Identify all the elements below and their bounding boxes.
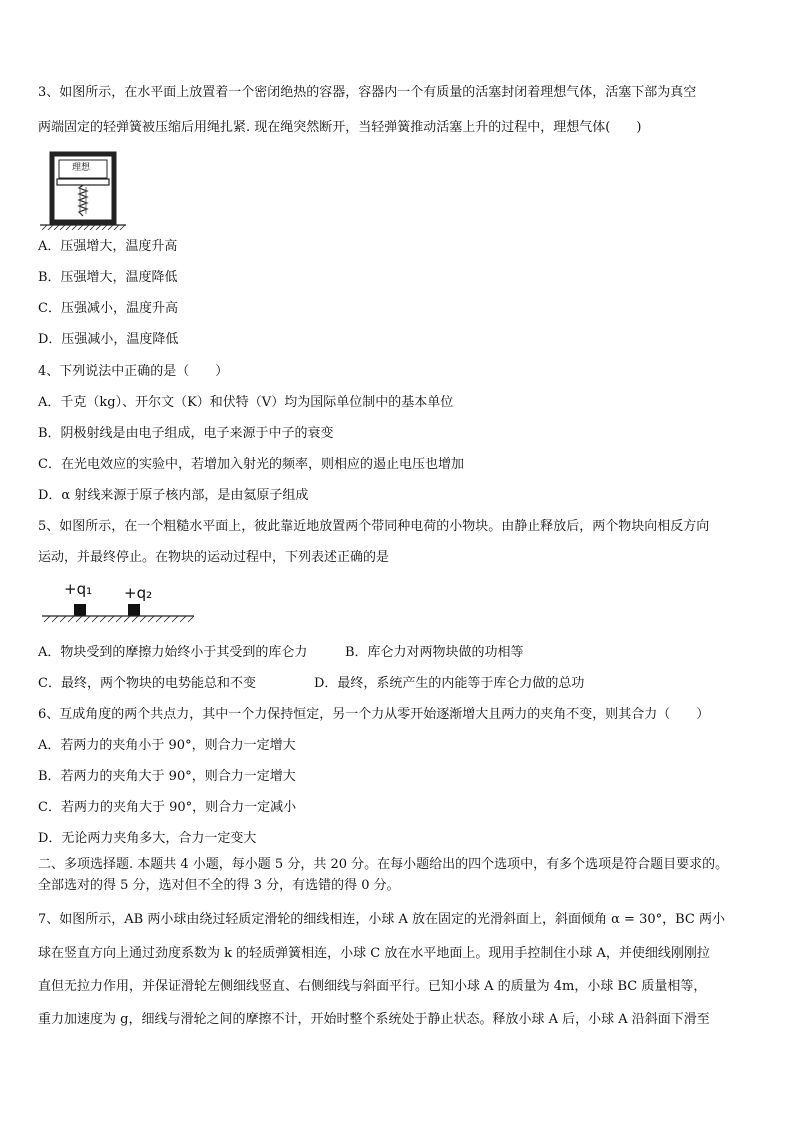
q3-container-figure [38,150,128,230]
q6-option-d: D．无论两力夹角多大，合力一定变大 [38,831,257,846]
q5-charges-figure [38,578,198,630]
q5-option-c: C．最终，两个物块的电势能总和不变 [38,676,256,691]
q3-stem-line-1: 3、如图所示，在水平面上放置着一个密闭绝热的容器，容器内一个有质量的活塞封闭着理想气体，活塞下部为真空 [38,85,697,100]
q3-option-a: A．压强增大，温度升高 [38,239,178,254]
q7-stem-line-4: 重力加速度为 g，细线与滑轮之间的摩擦不计，开始时整个系统处于静止状态。释放小球 A 后，小球 A 沿斜面下滑至 [38,1012,710,1027]
q6-option-b: B．若两力的夹角大于 90°，则合力一定增大 [38,769,296,784]
q3-gas-label: 理想 [72,163,91,173]
q7-stem-line-1: 7、如图所示，AB 两小球由绕过轻质定滑轮的细线相连，小球 A 放在固定的光滑斜面上，斜面倾角 α = 30°，BC 两小 [38,912,725,927]
q6-option-a: A．若两力的夹角小于 90°，则合力一定增大 [38,738,296,753]
q5-option-d: D．最终，系统产生的内能等于库仑力做的总功 [314,676,585,691]
q4-option-a: A．千克（kg）、开尔文（K）和伏特（V）均为国际单位制中的基本单位 [38,395,454,410]
q4-option-b: B．阴极射线是由电子组成，电子来源于中子的衰变 [38,426,334,441]
q3-stem-line-2: 两端固定的轻弹簧被压缩后用绳扎紧. 现在绳突然断开，当轻弹簧推动活塞上升的过程中，理想气体( ) [38,120,642,135]
insulated-container-diagram [38,150,128,230]
q3-option-c: C．压强减小，温度升高 [38,301,178,316]
q6-stem: 6、互成角度的两个共点力，其中一个力保持恒定，另一个力从零开始逐渐增大且两力的夹角不变，则其合力（ ） [38,707,710,722]
q7-stem-line-3: 直但无拉力作用，并保证滑轮左侧细线竖直、右侧细线与斜面平行。已知小球 A 的质量为 4m，小球 BC 质量相等， [38,979,707,994]
q5-option-a: A．物块受到的摩擦力始终小于其受到的库仑力 [38,645,308,660]
q5-stem-line-2: 运动，并最终停止。在物块的运动过程中，下列表述正确的是 [38,550,390,565]
q4-option-c: C．在光电效应的实验中，若增加入射光的频率，则相应的遏止电压也增加 [38,457,464,472]
q7-stem-line-2: 球在竖直方向上通过劲度系数为 k 的轻质弹簧相连，小球 C 放在水平地面上。现用手控制住小球 A，并使细线刚刚拉 [38,946,710,961]
charged-blocks-diagram [38,578,198,630]
section-2-heading-line-2: 全部选对的得 5 分，选对但不全的得 3 分，有选错的得 0 分。 [38,878,400,893]
q5-option-b: B．库仑力对两物块做的功相等 [345,645,524,660]
q3-option-b: B．压强增大，温度降低 [38,270,178,285]
q4-option-d: D．α 射线来源于原子核内部，是由氦原子组成 [38,488,309,503]
q6-option-c: C．若两力的夹角大于 90°，则合力一定减小 [38,800,297,815]
q5-stem-line-1: 5、如图所示，在一个粗糙水平面上，彼此靠近地放置两个带同种电荷的小物块。由静止释放后，两个物块向相反方向 [38,519,710,534]
section-2-heading-line-1: 二、多项选择题. 本题共 4 小题，每小题 5 分，共 20 分。在每小题给出的四个选项中，有多个选项是符合题目要求的。 [38,857,729,872]
q4-stem: 4、下列说法中正确的是（ ） [38,364,229,379]
charge-q2-label: +q₂ [124,584,153,602]
q3-option-d: D．压强减小，温度降低 [38,332,179,347]
charge-q1-label: +q₁ [64,580,93,598]
